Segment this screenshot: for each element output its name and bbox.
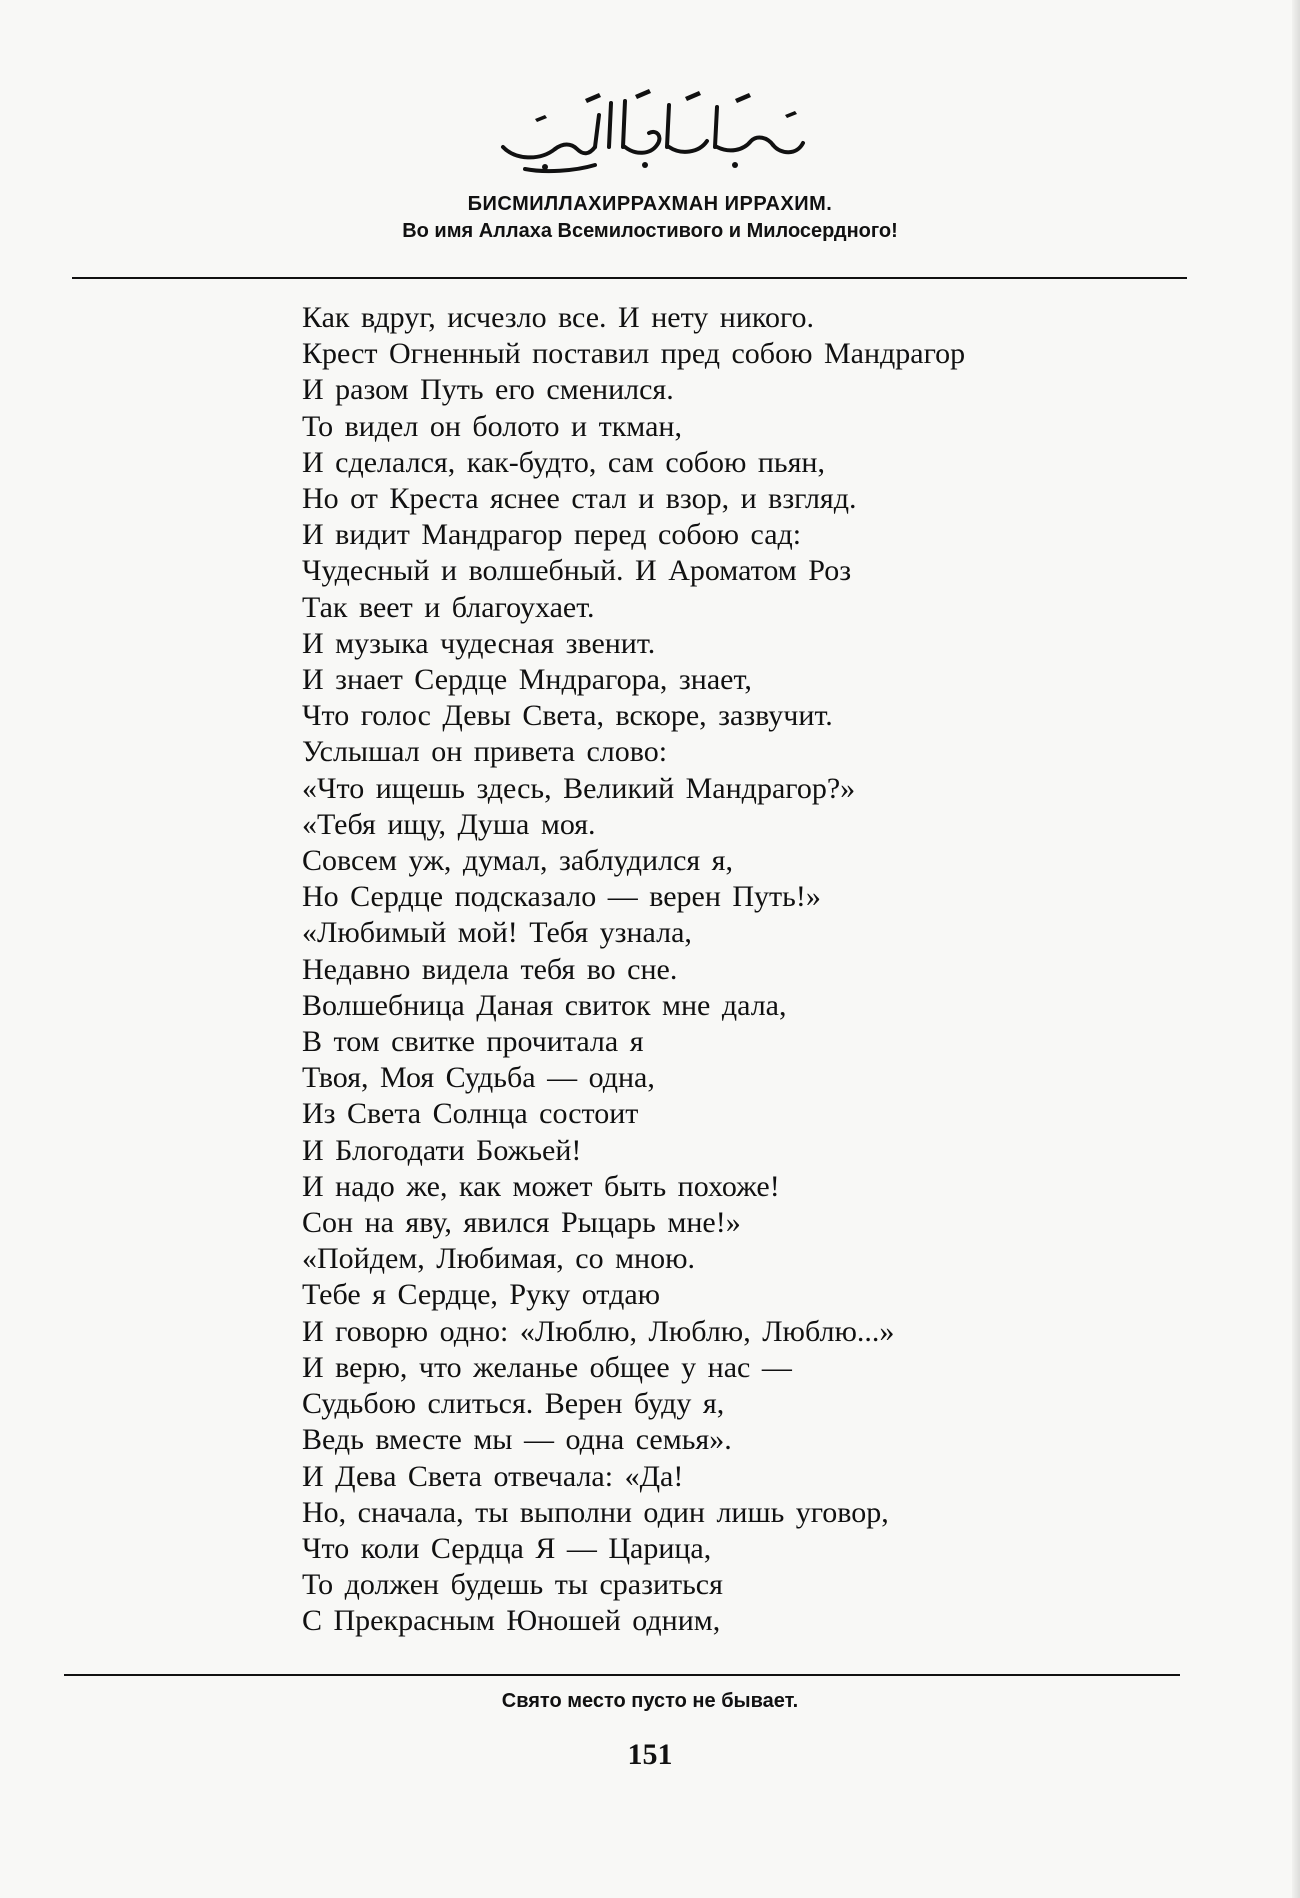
poem-line: Ведь вместе мы — одна семья». xyxy=(302,1423,732,1457)
poem-line: Что голос Девы Света, вскоре, зазвучит. xyxy=(302,699,833,733)
poem-line: «Любимый мой! Тебя узнала, xyxy=(302,916,692,950)
poem-line: И разом Путь его сменился. xyxy=(302,373,674,407)
poem-line: И сделался, как-будто, сам собою пьян, xyxy=(302,445,825,479)
poem-line: То видел он болото и ткман, xyxy=(302,409,682,443)
poem-line: И Дева Света отвечала: «Да! xyxy=(302,1459,684,1493)
poem-line: Твоя, Моя Судьба — одна, xyxy=(302,1061,655,1095)
poem-line: Но, сначала, ты выполни один лишь уговор, xyxy=(302,1495,889,1529)
poem-line: «Пойдем, Любимая, со мною. xyxy=(302,1242,696,1276)
poem-line: Что коли Сердца Я — Царица, xyxy=(302,1531,712,1565)
poem-line: Тебе я Сердце, Руку отдаю xyxy=(302,1278,661,1312)
poem-line: Но Сердце подсказало — верен Путь!» xyxy=(302,880,821,914)
poem-line: В том свитке прочитала я xyxy=(302,1025,644,1059)
poem-line: Недавно видела тебя во сне. xyxy=(302,952,678,986)
poem-line: С Прекрасным Юношей одним, xyxy=(302,1604,721,1638)
footer-divider xyxy=(64,1674,1180,1676)
poem-line: Так веет и благоухает. xyxy=(302,590,595,624)
poem-line: И надо же, как может быть похоже! xyxy=(302,1169,780,1203)
poem-line: И музыка чудесная звенит. xyxy=(302,626,656,660)
poem-line: «Что ищешь здесь, Великий Мандрагор?» xyxy=(302,771,856,805)
header-subtitle: Во имя Аллаха Всемилостивого и Милосердного! xyxy=(402,220,898,242)
poem-line: И Блогодати Божьей! xyxy=(302,1133,582,1167)
poem-line: Совсем уж, думал, заблудился я, xyxy=(302,844,733,878)
poem-line: И говорю одно: «Люблю, Люблю, Люблю...» xyxy=(302,1314,895,1348)
poem-line: Из Света Солнца состоит xyxy=(302,1097,639,1131)
poem-line: Услышал он привета слово: xyxy=(302,735,668,769)
poem-line: И знает Сердце Мндрагора, знает, xyxy=(302,663,752,697)
poem-line: Волшебница Даная свиток мне дала, xyxy=(302,988,787,1022)
poem-line: Чудесный и волшебный. И Ароматом Роз xyxy=(302,554,852,588)
poem-line: Судьбою слиться. Верен буду я, xyxy=(302,1387,725,1421)
header-divider xyxy=(72,277,1187,279)
poem-line: Сон на яву, явился Рыцарь мне!» xyxy=(302,1206,741,1240)
poem-line: То должен будешь ты сразиться xyxy=(302,1568,723,1602)
poem-body xyxy=(302,300,1202,1640)
poem-line: И видит Мандрагор перед собою сад: xyxy=(302,518,802,552)
bismillah-calligraphy-icon xyxy=(485,85,815,175)
header-title: БИСМИЛЛАХИРРАХМАН ИРРАХИМ. xyxy=(467,193,833,215)
poem-line: И верю, что желанье общее у нас — xyxy=(302,1350,792,1384)
poem-line: Крест Огненный поставил пред собою Мандрагор xyxy=(302,337,966,371)
poem-line: Как вдруг, исчезло все. И нету никого. xyxy=(302,301,815,334)
poem-line: «Тебя ищу, Душа моя. xyxy=(302,807,596,841)
poem-line: Но от Креста яснее стал и взор, и взгляд. xyxy=(302,482,857,516)
page-edge-shadow xyxy=(1292,0,1300,1898)
footer-proverb: Свято место пусто не бывает. xyxy=(501,1690,799,1712)
page-header xyxy=(0,85,1300,243)
page-number: 151 xyxy=(627,1738,673,1771)
